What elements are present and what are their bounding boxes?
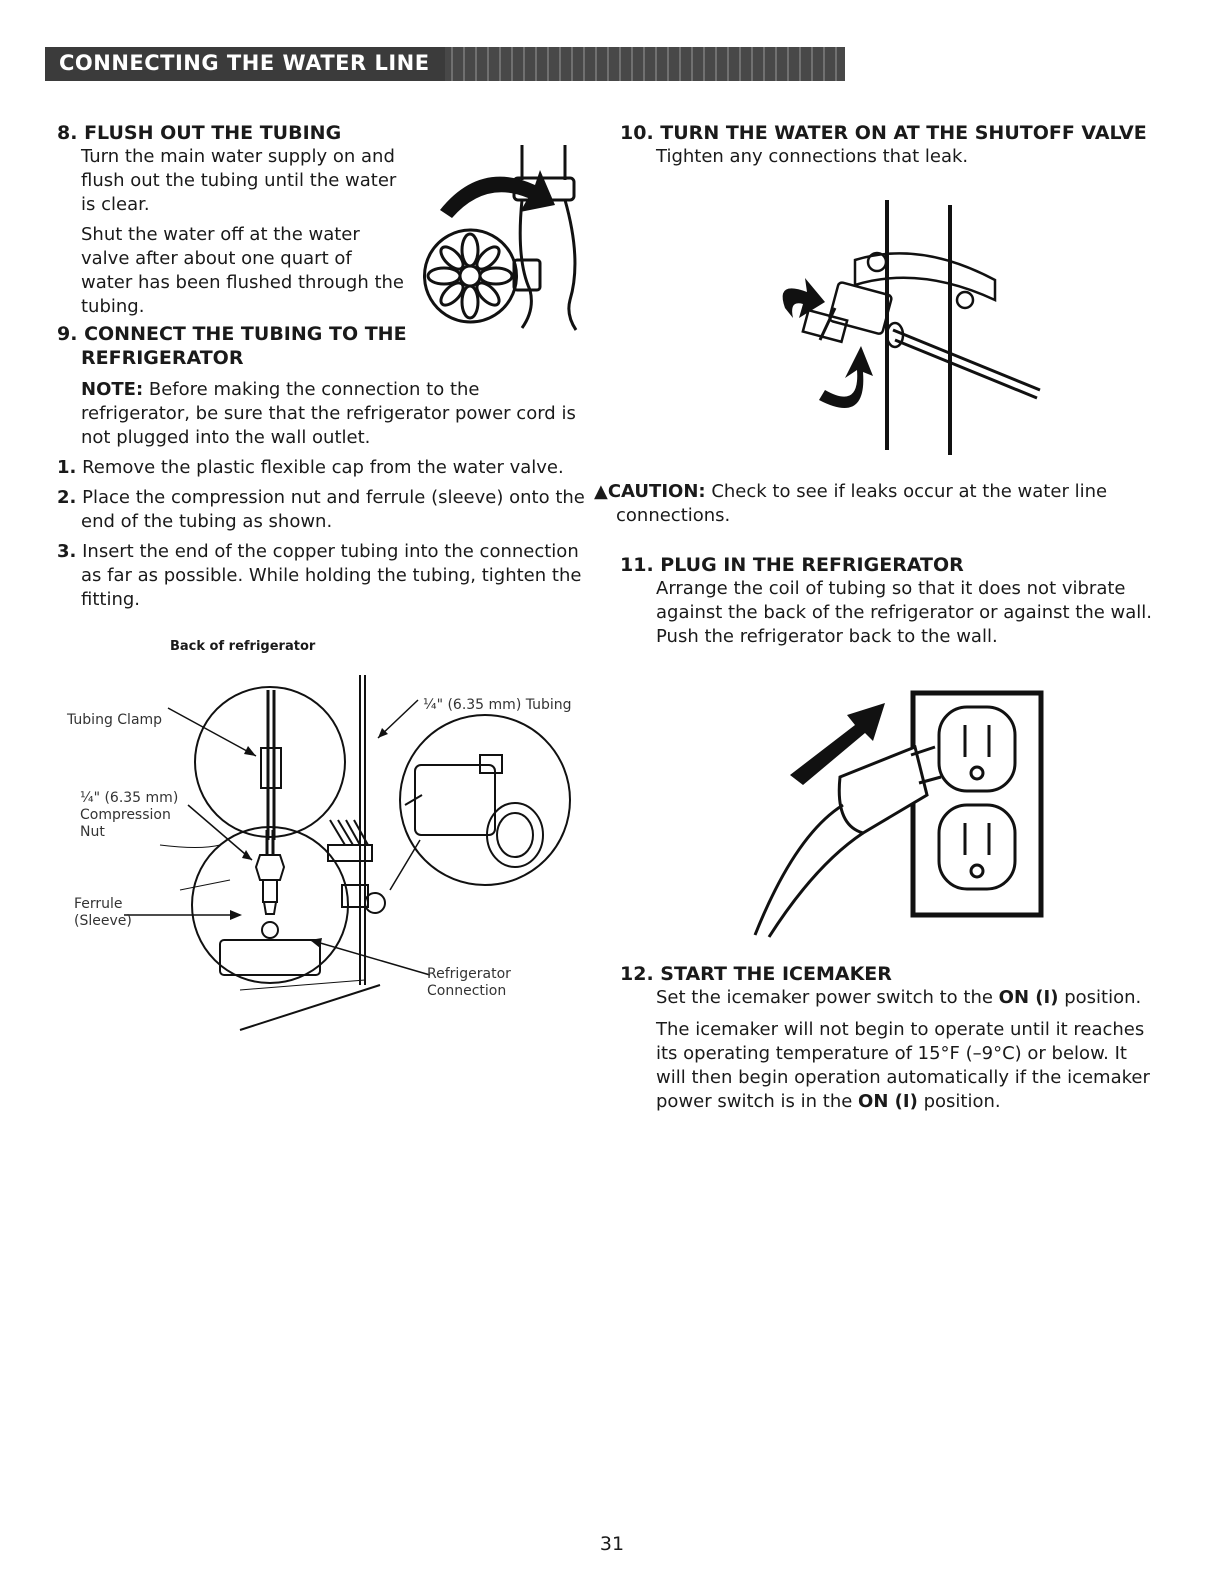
text-line: fitting. <box>81 589 141 610</box>
text-run: position. <box>1064 987 1142 1008</box>
text-run: power switch is in the <box>656 1091 853 1112</box>
caution-label: CAUTION: <box>607 481 706 502</box>
text-line: Shut the water off at the water <box>81 224 360 245</box>
step-8-title: FLUSH OUT THE TUBING <box>84 122 342 144</box>
step-10-text: Tighten any connections that leak. <box>656 146 969 167</box>
caution-text: Check to see if leaks occur at the water line <box>711 481 1108 502</box>
step-8-paragraph-2 <box>81 223 404 319</box>
step-12-number: 12. <box>620 963 654 985</box>
list-number: 1. <box>57 457 77 478</box>
text-line: Push the refrigerator back to the wall. <box>656 626 998 647</box>
text-line: Place the compression nut and ferrule (sleeve) onto the <box>82 487 585 508</box>
text-line: valve after about one quart of <box>81 248 352 269</box>
step-11-number: 11. <box>620 554 654 576</box>
step-12-paragraph-2 <box>656 1018 1150 1114</box>
label-line: Connection <box>427 983 507 999</box>
plug-outlet-illustration <box>735 685 1055 945</box>
text-line <box>656 1090 1150 1114</box>
list-number: 3. <box>57 541 77 562</box>
label-line: Nut <box>80 824 105 840</box>
caution-line-1 <box>594 480 1194 504</box>
list-item-2 <box>57 486 585 534</box>
label-line: Ferrule <box>74 896 123 912</box>
page-number: 31 <box>599 1533 625 1555</box>
text-run: Set the icemaker power switch to the <box>656 987 993 1008</box>
step-9-number: 9. <box>57 323 78 345</box>
text-line: water has been flushed through the <box>81 272 404 293</box>
label-tubing-clamp: Tubing Clamp <box>67 712 163 728</box>
step-9-title-line-2: REFRIGERATOR <box>81 347 244 369</box>
text-line: against the back of the refrigerator or against the wall. <box>656 602 1153 623</box>
shutoff-valve-illustration <box>745 200 1045 460</box>
switch-position: ON (I) <box>858 1091 918 1112</box>
text-line: its operating temperature of 15°F (–9°C) or below. It <box>656 1043 1127 1064</box>
step-11-text <box>656 577 1152 649</box>
caution-line-2: connections. <box>616 505 731 526</box>
step-10-number: 10. <box>620 122 654 144</box>
step-11-heading <box>620 553 964 577</box>
text-line: is clear. <box>81 194 150 215</box>
text-line: as far as possible. While holding the tubing, tighten the <box>81 565 582 586</box>
note-line-1 <box>81 378 601 402</box>
step-11-title: PLUG IN THE REFRIGERATOR <box>660 554 964 576</box>
step-9-heading <box>57 322 407 346</box>
text-line: Arrange the coil of tubing so that it does not vibrate <box>656 578 1126 599</box>
step-8-number: 8. <box>57 122 78 144</box>
text-line: flush out the tubing until the water <box>81 170 397 191</box>
diagram-caption: Back of refrigerator <box>170 639 316 654</box>
label-line: (Sleeve) <box>74 913 132 929</box>
note-text: Before making the connection to the <box>148 379 480 400</box>
list-number: 2. <box>57 487 77 508</box>
note-label: NOTE: <box>81 379 144 400</box>
text-run: position. <box>923 1091 1001 1112</box>
label-ferrule <box>74 896 132 930</box>
banner-texture <box>445 47 845 81</box>
list-item-1 <box>57 456 564 480</box>
step-9-title: CONNECT THE TUBING TO THE <box>84 323 407 345</box>
label-compression-nut <box>80 790 178 841</box>
step-9-note <box>81 378 601 450</box>
text-line: The icemaker will not begin to operate until it reaches <box>656 1019 1145 1040</box>
list-item-3 <box>57 540 581 612</box>
step-12-paragraph-1 <box>656 986 1141 1010</box>
switch-position: ON (I) <box>998 987 1059 1008</box>
section-banner <box>45 47 845 81</box>
text-line: Insert the end of the copper tubing into the connection <box>82 541 579 562</box>
caution-block <box>594 480 1194 528</box>
step-12-heading <box>620 962 892 986</box>
step-8-heading <box>57 121 341 145</box>
text-line: Remove the plastic flexible cap from the water valve. <box>82 457 564 478</box>
note-line-2: refrigerator, be sure that the refrigerator power cord is <box>81 403 576 424</box>
step-10-title: TURN THE WATER ON AT THE SHUTOFF VALVE <box>660 122 1147 144</box>
label-line: Refrigerator <box>427 966 511 982</box>
section-title: CONNECTING THE WATER LINE <box>59 51 430 75</box>
warning-triangle-icon: ▲ <box>594 481 608 502</box>
label-line: ¼" (6.35 mm) <box>80 790 179 806</box>
text-line: tubing. <box>81 296 145 317</box>
step-10-heading <box>620 121 1147 145</box>
step-8-paragraph-1 <box>81 145 396 217</box>
label-line: Compression <box>80 807 171 823</box>
note-line-3: not plugged into the wall outlet. <box>81 427 371 448</box>
water-valve-illustration <box>410 140 600 335</box>
text-line: will then begin operation automatically if the icemaker <box>656 1067 1150 1088</box>
label-tubing: ¼" (6.35 mm) Tubing <box>423 697 572 713</box>
text-line: Turn the main water supply on and <box>81 146 395 167</box>
label-refrigerator-connection <box>427 966 511 1000</box>
text-line: end of the tubing as shown. <box>81 511 333 532</box>
step-12-title: START THE ICEMAKER <box>660 963 892 985</box>
